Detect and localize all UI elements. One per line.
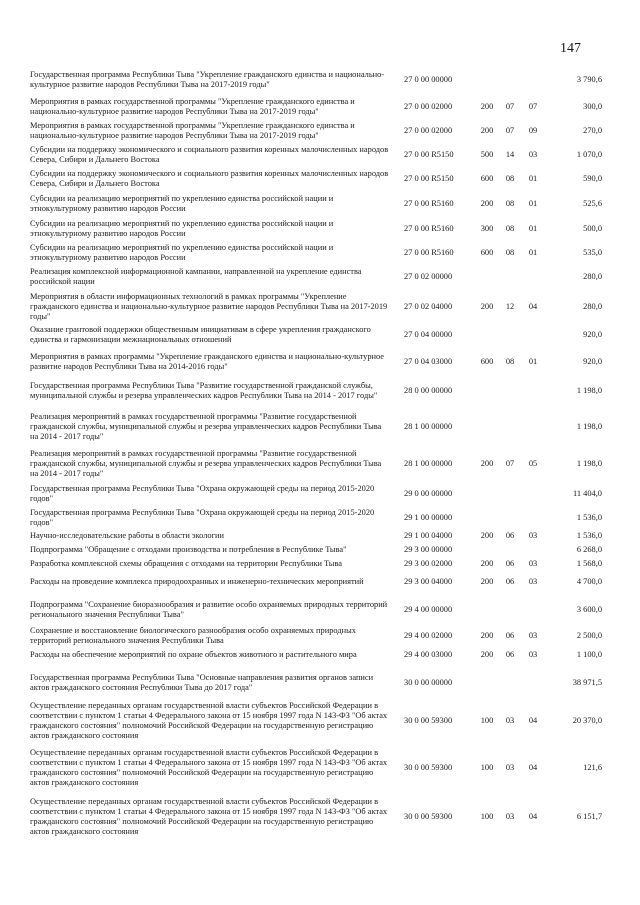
row-vr: 100 <box>480 763 494 772</box>
page-number: 147 <box>560 41 581 56</box>
row-pr: 03 <box>528 650 538 659</box>
row-vr: 200 <box>480 650 494 659</box>
row-name: Государственная программа Республики Тыва "Укрепление гражданского единства и национально-культурное развитие народов Республики Тыва на 2017-2019 годы" <box>30 70 385 89</box>
row-vr: 600 <box>480 357 494 366</box>
row-rz: 06 <box>505 631 515 640</box>
row-amount: 280,0 <box>583 272 602 281</box>
row-vr: 200 <box>480 531 494 540</box>
row-pr: 04 <box>528 763 538 772</box>
row-vr: 600 <box>480 248 494 257</box>
row-amount: 280,0 <box>583 302 602 311</box>
row-amount: 920,0 <box>583 357 602 366</box>
row-name: Подпрограмма "Обращение с отходами производства и потребления в Республике Тыва" <box>30 545 347 554</box>
row-code: 30 0 00 59300 <box>404 812 453 821</box>
row-code: 27 0 00 R5150 <box>404 150 454 159</box>
row-vr: 200 <box>480 459 494 468</box>
row-pr: 03 <box>528 559 538 568</box>
row-name: Подпрограмма "Сохранение биоразнообразия и развитие особо охраняемых природных территорий регионального значения Республики Тыва" <box>30 600 388 619</box>
row-amount: 1 536,0 <box>576 531 602 540</box>
row-name: Государственная программа Республики Тыва "Охрана окружающей среды на период 2015-2020 годов" <box>30 508 375 527</box>
row-rz: 07 <box>505 102 515 111</box>
row-code: 27 0 04 03000 <box>404 357 453 366</box>
row-pr: 01 <box>528 199 538 208</box>
row-code: 29 4 00 00000 <box>404 605 453 614</box>
row-code: 29 0 00 00000 <box>404 489 453 498</box>
row-code: 27 0 00 R5160 <box>404 224 454 233</box>
row-vr: 300 <box>480 224 494 233</box>
row-amount: 270,0 <box>583 126 602 135</box>
row-name: Научно-исследовательские работы в области экологии <box>30 531 224 540</box>
row-rz: 12 <box>505 302 515 311</box>
row-rz: 06 <box>505 650 515 659</box>
row-amount: 4 700,0 <box>576 577 602 586</box>
row-code: 27 0 00 R5160 <box>404 199 454 208</box>
row-amount: 6 151,7 <box>576 812 602 821</box>
row-vr: 200 <box>480 577 494 586</box>
row-amount: 1 198,0 <box>576 459 602 468</box>
row-code: 27 0 02 04000 <box>404 302 453 311</box>
row-code: 29 4 00 03000 <box>404 650 453 659</box>
row-vr: 200 <box>480 199 494 208</box>
row-rz: 08 <box>505 224 515 233</box>
row-pr: 09 <box>528 126 538 135</box>
row-amount: 2 500,0 <box>576 631 602 640</box>
row-amount: 300,0 <box>583 102 602 111</box>
row-amount: 525,6 <box>583 199 602 208</box>
row-name: Расходы на обеспечение мероприятий по охране объектов животного и растительного мира <box>30 650 357 659</box>
row-code: 27 0 02 00000 <box>404 272 453 281</box>
row-amount: 500,0 <box>583 224 602 233</box>
row-code: 27 0 00 02000 <box>404 126 453 135</box>
row-code: 29 4 00 02000 <box>404 631 453 640</box>
row-code: 27 0 00 R5150 <box>404 174 454 183</box>
row-amount: 6 268,0 <box>576 545 602 554</box>
row-amount: 1 100,0 <box>576 650 602 659</box>
row-amount: 11 404,0 <box>572 489 602 498</box>
row-name: Реализация мероприятий в рамках государственной программы "Развитие государственной гражданской службы, муниципальной службы и резерва управленческих кадров Республики Тыва на 2014 - 2017 годы" <box>30 412 382 441</box>
row-amount: 535,0 <box>583 248 602 257</box>
row-vr: 200 <box>480 631 494 640</box>
row-name: Государственная программа Республики Тыва "Охрана окружающей среды на период 2015-2020 годов" <box>30 484 375 503</box>
row-code: 27 0 00 00000 <box>404 75 453 84</box>
row-amount: 3 790,6 <box>576 75 602 84</box>
row-amount: 38 971,5 <box>572 678 602 687</box>
row-rz: 06 <box>505 577 515 586</box>
row-amount: 121,6 <box>583 763 602 772</box>
row-name: Государственная программа Республики Тыва "Развитие государственной гражданской службы, муниципальной службы и резерва управленческих кадров Республики Тыва на 2014 - 2017 годы" <box>30 381 378 400</box>
row-code: 28 1 00 00000 <box>404 422 453 431</box>
row-amount: 3 600,0 <box>576 605 602 614</box>
row-name: Субсидии на поддержку экономического и социального развития коренных малочисленных народов Севера, Сибири и Дальнего Востока <box>30 169 389 188</box>
row-code: 29 3 00 00000 <box>404 545 453 554</box>
row-name: Осуществление переданных органам государственной власти субъектов Российской Федерации в соответствии с пунктом 1 статьи 4 Федерального закона от 15 ноября 1997 года N 143-ФЗ "Об актах гражданского состояния" полномочий Российской Федерации на государственную регистрацию актов гражданского состояния <box>30 797 388 836</box>
row-amount: 1 198,0 <box>576 422 602 431</box>
row-name: Мероприятия в области информационных технологий в рамках программы "Укрепление гражданского единства и национально-культурное развитие народов Республики Тыва на 2017-2019 годы" <box>30 292 388 321</box>
row-name: Осуществление переданных органам государственной власти субъектов Российской Федерации в соответствии с пунктом 1 статьи 4 Федерального закона от 15 ноября 1997 года N 143-ФЗ "Об актах гражданского состояния" полномочий Российской Федерации на государственную регистрацию актов гражданского состояния <box>30 701 388 740</box>
row-pr: 04 <box>528 302 538 311</box>
row-name: Субсидии на поддержку экономического и социального развития коренных малочисленных народов Севера, Сибири и Дальнего Востока <box>30 145 389 164</box>
row-rz: 08 <box>505 248 515 257</box>
row-pr: 03 <box>528 531 538 540</box>
row-code: 27 0 04 00000 <box>404 330 453 339</box>
row-name: Реализация комплексной информационной кампании, направленной на укрепление единства российской нации <box>30 267 362 286</box>
row-name: Реализация мероприятий в рамках государственной программы "Развитие государственной гражданской службы, муниципальной службы и резерва управленческих кадров Республики Тыва на 2014 - 2017 годы" <box>30 449 382 478</box>
row-code: 28 0 00 00000 <box>404 386 453 395</box>
row-rz: 07 <box>505 126 515 135</box>
row-amount: 1 568,0 <box>576 559 602 568</box>
row-pr: 01 <box>528 357 538 366</box>
row-pr: 03 <box>528 577 538 586</box>
row-pr: 07 <box>528 102 538 111</box>
row-name: Оказание грантовой поддержки общественным инициативам в сфере укрепления гражданского единства и гармонизации межнациональных отношений <box>30 325 371 344</box>
row-code: 29 3 00 02000 <box>404 559 453 568</box>
row-rz: 06 <box>505 559 515 568</box>
row-pr: 05 <box>528 459 538 468</box>
row-rz: 14 <box>505 150 515 159</box>
row-code: 30 0 00 00000 <box>404 678 453 687</box>
row-code: 27 0 00 R5160 <box>404 248 454 257</box>
row-pr: 01 <box>528 174 538 183</box>
row-name: Мероприятия в рамках государственной программы "Укрепление гражданского единства и национально-культурное развитие народов Республики Тыва на 2017-2019 годы" <box>30 121 355 140</box>
row-amount: 1 198,0 <box>576 386 602 395</box>
row-vr: 200 <box>480 102 494 111</box>
row-name: Разработка комплексной схемы обращения с отходами на территории Республики Тыва <box>30 559 342 568</box>
row-pr: 01 <box>528 248 538 257</box>
row-pr: 01 <box>528 224 538 233</box>
row-name: Субсидии на реализацию мероприятий по укреплению единства российской нации и этнокультурному развитию народов России <box>30 194 334 213</box>
row-code: 27 0 00 02000 <box>404 102 453 111</box>
row-name: Сохранение и восстановление биологического разнообразия особо охраняемых природных территорий регионального значения Республики Тыва <box>30 626 356 645</box>
row-code: 29 1 00 04000 <box>404 531 453 540</box>
row-name: Осуществление переданных органам государственной власти субъектов Российской Федерации в соответствии с пунктом 1 статьи 4 Федерального закона от 15 ноября 1997 года N 143-ФЗ "Об актах гражданского состояния" полномочий Российской Федерации на государственную регистрацию актов гражданского состояния <box>30 748 388 787</box>
row-amount: 920,0 <box>583 330 602 339</box>
row-name: Расходы на проведение комплекса природоохранных и инженерно-технических мероприятий <box>30 577 364 586</box>
row-rz: 03 <box>505 716 515 725</box>
row-rz: 06 <box>505 531 515 540</box>
row-code: 30 0 00 59300 <box>404 716 453 725</box>
row-rz: 08 <box>505 357 515 366</box>
row-code: 28 1 00 00000 <box>404 459 453 468</box>
row-amount: 20 370,0 <box>572 716 602 725</box>
row-vr: 200 <box>480 559 494 568</box>
row-name: Мероприятия в рамках программы "Укрепление гражданского единства и национально-культурное развитие народов Республики Тыва на 2014-2016 годы" <box>30 352 384 371</box>
row-rz: 08 <box>505 174 515 183</box>
row-rz: 07 <box>505 459 515 468</box>
row-code: 29 3 00 04000 <box>404 577 453 586</box>
row-vr: 200 <box>480 126 494 135</box>
row-name: Государственная программа Республики Тыва "Основные направления развития органов записи актов гражданского состояния Республики Тыва до 2017 года" <box>30 673 374 692</box>
row-vr: 100 <box>480 812 494 821</box>
row-code: 29 1 00 00000 <box>404 513 453 522</box>
row-vr: 600 <box>480 174 494 183</box>
row-rz: 03 <box>505 812 515 821</box>
row-rz: 03 <box>505 763 515 772</box>
row-code: 30 0 00 59300 <box>404 763 453 772</box>
row-name: Мероприятия в рамках государственной программы "Укрепление гражданского единства и национально-культурное развитие народов Республики Тыва на 2017-2019 годы" <box>30 97 355 116</box>
row-rz: 08 <box>505 199 515 208</box>
row-name: Субсидии на реализацию мероприятий по укреплению единства российской нации и этнокультурному развитию народов России <box>30 243 334 262</box>
row-amount: 1 070,0 <box>576 150 602 159</box>
row-amount: 590,0 <box>583 174 602 183</box>
row-vr: 100 <box>480 716 494 725</box>
row-pr: 04 <box>528 812 538 821</box>
row-vr: 200 <box>480 302 494 311</box>
row-pr: 03 <box>528 631 538 640</box>
row-name: Субсидии на реализацию мероприятий по укреплению единства российской нации и этнокультурному развитию народов России <box>30 219 334 238</box>
row-amount: 1 536,0 <box>576 513 602 522</box>
row-vr: 500 <box>480 150 494 159</box>
row-pr: 03 <box>528 150 538 159</box>
row-pr: 04 <box>528 716 538 725</box>
